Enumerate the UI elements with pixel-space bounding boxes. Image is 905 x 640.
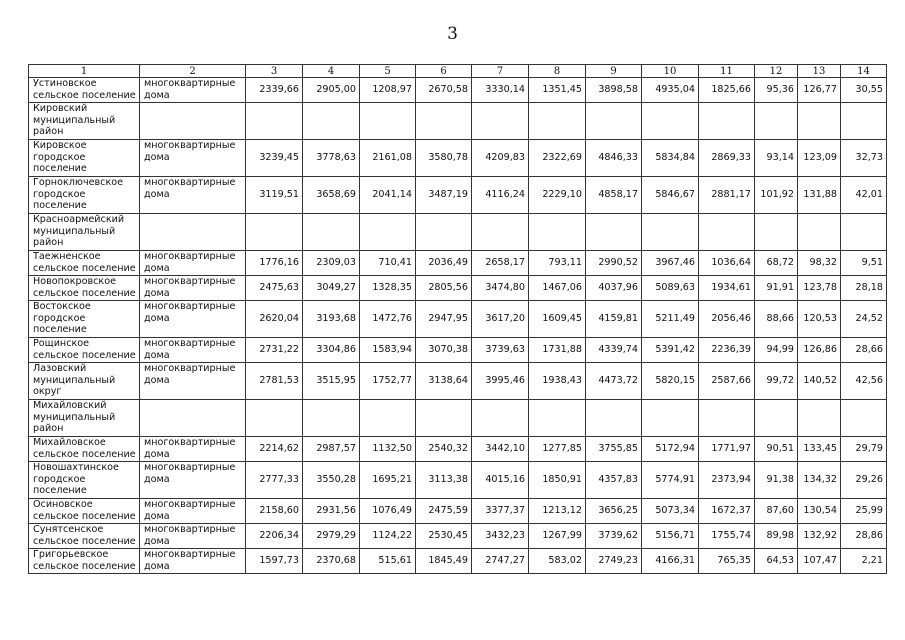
value-cell: 4935,04 <box>642 78 699 103</box>
value-cell: 2658,17 <box>472 251 529 276</box>
value-cell: 4846,33 <box>586 140 642 177</box>
value-cell: 2236,39 <box>699 338 755 363</box>
value-cell: 3474,80 <box>472 276 529 301</box>
value-cell: 1208,97 <box>360 78 416 103</box>
value-cell: 42,56 <box>841 363 887 400</box>
settlement-name: Устиновское сельское поселение <box>29 78 140 103</box>
value-cell: 1472,76 <box>360 301 416 338</box>
housing-type: многоквартирные дома <box>140 437 246 462</box>
table-row <box>29 400 887 437</box>
value-cell: 1934,61 <box>699 276 755 301</box>
page-number: 3 <box>447 24 458 44</box>
value-cell: 2322,69 <box>529 140 586 177</box>
value-cell: 123,78 <box>798 276 841 301</box>
value-cell: 94,99 <box>755 338 798 363</box>
value-cell: 2749,23 <box>586 549 642 574</box>
value-cell: 1351,45 <box>529 78 586 103</box>
value-cell: 3658,69 <box>303 177 360 214</box>
value-cell: 9,51 <box>841 251 887 276</box>
value-cell: 2206,34 <box>246 524 303 549</box>
value-cell <box>246 214 303 251</box>
table-row <box>29 251 887 276</box>
value-cell: 3995,46 <box>472 363 529 400</box>
value-cell: 5089,63 <box>642 276 699 301</box>
value-cell: 2747,27 <box>472 549 529 574</box>
value-cell: 2905,00 <box>303 78 360 103</box>
value-cell: 4166,31 <box>642 549 699 574</box>
housing-type: многоквартирные дома <box>140 338 246 363</box>
value-cell: 5846,67 <box>642 177 699 214</box>
value-cell: 1132,50 <box>360 437 416 462</box>
value-cell: 1755,74 <box>699 524 755 549</box>
housing-type: многоквартирные дома <box>140 524 246 549</box>
value-cell: 64,53 <box>755 549 798 574</box>
value-cell <box>699 400 755 437</box>
value-cell <box>303 214 360 251</box>
value-cell <box>246 103 303 140</box>
housing-type: многоквартирные дома <box>140 301 246 338</box>
value-cell <box>642 214 699 251</box>
value-cell: 3049,27 <box>303 276 360 301</box>
table-row <box>29 276 887 301</box>
value-cell: 3515,95 <box>303 363 360 400</box>
tariff-table <box>28 64 887 574</box>
value-cell <box>529 214 586 251</box>
table-row <box>29 437 887 462</box>
column-number-13: 13 <box>798 65 841 78</box>
value-cell: 2475,59 <box>416 499 472 524</box>
value-cell <box>642 103 699 140</box>
value-cell <box>586 214 642 251</box>
value-cell: 28,18 <box>841 276 887 301</box>
value-cell: 1277,85 <box>529 437 586 462</box>
value-cell <box>699 214 755 251</box>
value-cell: 3898,58 <box>586 78 642 103</box>
value-cell: 99,72 <box>755 363 798 400</box>
table-row <box>29 363 887 400</box>
settlement-name: Кировский муниципальный район <box>29 103 140 140</box>
value-cell: 107,47 <box>798 549 841 574</box>
settlement-name: Новопокровское сельское поселение <box>29 276 140 301</box>
value-cell: 1938,43 <box>529 363 586 400</box>
housing-type: многоквартирные дома <box>140 177 246 214</box>
value-cell: 93,14 <box>755 140 798 177</box>
table-row <box>29 214 887 251</box>
value-cell: 2,21 <box>841 549 887 574</box>
value-cell: 101,92 <box>755 177 798 214</box>
value-cell: 2036,49 <box>416 251 472 276</box>
settlement-name: Горноключевское городское поселение <box>29 177 140 214</box>
column-number-14: 14 <box>841 65 887 78</box>
column-number-5: 5 <box>360 65 416 78</box>
table-row <box>29 78 887 103</box>
column-number-4: 4 <box>303 65 360 78</box>
value-cell: 1695,21 <box>360 462 416 499</box>
value-cell: 126,86 <box>798 338 841 363</box>
housing-type: многоквартирные дома <box>140 363 246 400</box>
value-cell: 4339,74 <box>586 338 642 363</box>
value-cell: 132,92 <box>798 524 841 549</box>
value-cell: 5391,42 <box>642 338 699 363</box>
value-cell: 95,36 <box>755 78 798 103</box>
value-cell: 3304,86 <box>303 338 360 363</box>
value-cell <box>841 214 887 251</box>
value-cell <box>798 214 841 251</box>
value-cell <box>529 400 586 437</box>
value-cell: 2979,29 <box>303 524 360 549</box>
value-cell: 134,32 <box>798 462 841 499</box>
value-cell: 25,99 <box>841 499 887 524</box>
table-row <box>29 524 887 549</box>
value-cell <box>416 103 472 140</box>
value-cell: 3755,85 <box>586 437 642 462</box>
value-cell: 2339,66 <box>246 78 303 103</box>
value-cell: 1752,77 <box>360 363 416 400</box>
value-cell: 4209,83 <box>472 140 529 177</box>
value-cell: 1328,35 <box>360 276 416 301</box>
table-row <box>29 549 887 574</box>
value-cell <box>416 214 472 251</box>
value-cell: 3442,10 <box>472 437 529 462</box>
value-cell: 120,53 <box>798 301 841 338</box>
value-cell: 1467,06 <box>529 276 586 301</box>
value-cell: 1825,66 <box>699 78 755 103</box>
value-cell: 3377,37 <box>472 499 529 524</box>
settlement-name: Таежненское сельское поселение <box>29 251 140 276</box>
value-cell: 3432,23 <box>472 524 529 549</box>
table-row <box>29 177 887 214</box>
value-cell: 5834,84 <box>642 140 699 177</box>
value-cell <box>755 214 798 251</box>
column-number-2: 2 <box>140 65 246 78</box>
value-cell: 2540,32 <box>416 437 472 462</box>
value-cell: 2214,62 <box>246 437 303 462</box>
value-cell: 1267,99 <box>529 524 586 549</box>
housing-type <box>140 103 246 140</box>
value-cell: 1213,12 <box>529 499 586 524</box>
housing-type <box>140 214 246 251</box>
value-cell: 5073,34 <box>642 499 699 524</box>
value-cell <box>586 103 642 140</box>
value-cell: 1672,37 <box>699 499 755 524</box>
column-number-1: 1 <box>29 65 140 78</box>
value-cell: 3239,45 <box>246 140 303 177</box>
value-cell <box>416 400 472 437</box>
value-cell <box>586 400 642 437</box>
housing-type: многоквартирные дома <box>140 78 246 103</box>
column-number-row <box>29 65 887 78</box>
column-number-8: 8 <box>529 65 586 78</box>
value-cell: 3967,46 <box>642 251 699 276</box>
value-cell: 2781,53 <box>246 363 303 400</box>
value-cell: 4473,72 <box>586 363 642 400</box>
value-cell: 2947,95 <box>416 301 472 338</box>
settlement-name: Кировское городское поселение <box>29 140 140 177</box>
value-cell: 2309,03 <box>303 251 360 276</box>
value-cell: 1731,88 <box>529 338 586 363</box>
value-cell: 5774,91 <box>642 462 699 499</box>
value-cell: 1776,16 <box>246 251 303 276</box>
value-cell: 2587,66 <box>699 363 755 400</box>
value-cell: 2869,33 <box>699 140 755 177</box>
value-cell: 2229,10 <box>529 177 586 214</box>
value-cell: 4357,83 <box>586 462 642 499</box>
value-cell: 5156,71 <box>642 524 699 549</box>
value-cell: 4037,96 <box>586 276 642 301</box>
value-cell <box>642 400 699 437</box>
value-cell: 2670,58 <box>416 78 472 103</box>
value-cell: 3330,14 <box>472 78 529 103</box>
value-cell: 2370,68 <box>303 549 360 574</box>
settlement-name: Красноармейский муниципальный район <box>29 214 140 251</box>
value-cell: 710,41 <box>360 251 416 276</box>
housing-type: многоквартирные дома <box>140 276 246 301</box>
value-cell: 2475,63 <box>246 276 303 301</box>
value-cell: 2987,57 <box>303 437 360 462</box>
value-cell: 3138,64 <box>416 363 472 400</box>
value-cell: 1845,49 <box>416 549 472 574</box>
value-cell: 29,26 <box>841 462 887 499</box>
value-cell <box>360 103 416 140</box>
value-cell: 130,54 <box>798 499 841 524</box>
settlement-name: Востокское городское поселение <box>29 301 140 338</box>
value-cell: 3739,63 <box>472 338 529 363</box>
value-cell: 123,09 <box>798 140 841 177</box>
value-cell: 515,61 <box>360 549 416 574</box>
value-cell <box>303 103 360 140</box>
column-number-10: 10 <box>642 65 699 78</box>
value-cell: 1771,97 <box>699 437 755 462</box>
value-cell: 4015,16 <box>472 462 529 499</box>
value-cell: 98,32 <box>798 251 841 276</box>
value-cell: 3113,38 <box>416 462 472 499</box>
housing-type: многоквартирные дома <box>140 462 246 499</box>
value-cell: 28,66 <box>841 338 887 363</box>
value-cell: 2056,46 <box>699 301 755 338</box>
value-cell: 1583,94 <box>360 338 416 363</box>
housing-type: многоквартирные дома <box>140 549 246 574</box>
value-cell: 3193,68 <box>303 301 360 338</box>
column-number-9: 9 <box>586 65 642 78</box>
settlement-name: Осиновское сельское поселение <box>29 499 140 524</box>
value-cell: 583,02 <box>529 549 586 574</box>
value-cell: 2731,22 <box>246 338 303 363</box>
housing-type: многоквартирные дома <box>140 251 246 276</box>
value-cell: 90,51 <box>755 437 798 462</box>
value-cell: 2620,04 <box>246 301 303 338</box>
table-row <box>29 462 887 499</box>
value-cell: 133,45 <box>798 437 841 462</box>
value-cell <box>303 400 360 437</box>
table-row <box>29 499 887 524</box>
housing-type: многоквартирные дома <box>140 140 246 177</box>
value-cell: 4116,24 <box>472 177 529 214</box>
value-cell: 3487,19 <box>416 177 472 214</box>
value-cell: 24,52 <box>841 301 887 338</box>
value-cell: 1124,22 <box>360 524 416 549</box>
value-cell: 3119,51 <box>246 177 303 214</box>
value-cell: 4159,81 <box>586 301 642 338</box>
value-cell <box>755 103 798 140</box>
value-cell: 2931,56 <box>303 499 360 524</box>
value-cell <box>841 400 887 437</box>
value-cell: 5211,49 <box>642 301 699 338</box>
value-cell <box>472 400 529 437</box>
column-number-7: 7 <box>472 65 529 78</box>
value-cell: 3070,38 <box>416 338 472 363</box>
value-cell: 1609,45 <box>529 301 586 338</box>
value-cell: 4858,17 <box>586 177 642 214</box>
value-cell: 1850,91 <box>529 462 586 499</box>
value-cell: 2158,60 <box>246 499 303 524</box>
value-cell: 3656,25 <box>586 499 642 524</box>
value-cell <box>472 103 529 140</box>
value-cell: 30,55 <box>841 78 887 103</box>
value-cell: 32,73 <box>841 140 887 177</box>
value-cell: 3778,63 <box>303 140 360 177</box>
table-row <box>29 103 887 140</box>
value-cell <box>246 400 303 437</box>
value-cell: 89,98 <box>755 524 798 549</box>
value-cell: 140,52 <box>798 363 841 400</box>
value-cell: 3739,62 <box>586 524 642 549</box>
value-cell: 2530,45 <box>416 524 472 549</box>
housing-type: многоквартирные дома <box>140 499 246 524</box>
value-cell: 2041,14 <box>360 177 416 214</box>
settlement-name: Новошахтинское городское поселение <box>29 462 140 499</box>
value-cell: 28,86 <box>841 524 887 549</box>
value-cell: 2161,08 <box>360 140 416 177</box>
value-cell: 765,35 <box>699 549 755 574</box>
column-number-6: 6 <box>416 65 472 78</box>
table-row <box>29 301 887 338</box>
settlement-name: Михайловское сельское поселение <box>29 437 140 462</box>
value-cell: 2373,94 <box>699 462 755 499</box>
housing-type <box>140 400 246 437</box>
value-cell: 5172,94 <box>642 437 699 462</box>
value-cell: 87,60 <box>755 499 798 524</box>
value-cell <box>529 103 586 140</box>
value-cell <box>841 103 887 140</box>
value-cell: 5820,15 <box>642 363 699 400</box>
value-cell <box>798 103 841 140</box>
value-cell: 131,88 <box>798 177 841 214</box>
value-cell <box>699 103 755 140</box>
value-cell: 3617,20 <box>472 301 529 338</box>
settlement-name: Лазовский муниципальный округ <box>29 363 140 400</box>
settlement-name: Григорьевское сельское поселение <box>29 549 140 574</box>
value-cell: 2805,56 <box>416 276 472 301</box>
value-cell: 2881,17 <box>699 177 755 214</box>
value-cell <box>472 214 529 251</box>
value-cell: 3550,28 <box>303 462 360 499</box>
value-cell <box>360 400 416 437</box>
value-cell: 1076,49 <box>360 499 416 524</box>
value-cell: 1597,73 <box>246 549 303 574</box>
table-row <box>29 338 887 363</box>
column-number-12: 12 <box>755 65 798 78</box>
value-cell: 3580,78 <box>416 140 472 177</box>
value-cell: 42,01 <box>841 177 887 214</box>
value-cell: 91,38 <box>755 462 798 499</box>
column-number-3: 3 <box>246 65 303 78</box>
value-cell <box>360 214 416 251</box>
value-cell: 1036,64 <box>699 251 755 276</box>
value-cell <box>755 400 798 437</box>
value-cell: 29,79 <box>841 437 887 462</box>
value-cell: 2777,33 <box>246 462 303 499</box>
column-number-11: 11 <box>699 65 755 78</box>
value-cell: 68,72 <box>755 251 798 276</box>
value-cell: 2990,52 <box>586 251 642 276</box>
value-cell: 88,66 <box>755 301 798 338</box>
settlement-name: Михайловский муниципальный район <box>29 400 140 437</box>
settlement-name: Рощинское сельское поселение <box>29 338 140 363</box>
value-cell: 126,77 <box>798 78 841 103</box>
settlement-name: Сунятсенское сельское поселение <box>29 524 140 549</box>
value-cell: 793,11 <box>529 251 586 276</box>
value-cell: 91,91 <box>755 276 798 301</box>
table-row <box>29 140 887 177</box>
value-cell <box>798 400 841 437</box>
